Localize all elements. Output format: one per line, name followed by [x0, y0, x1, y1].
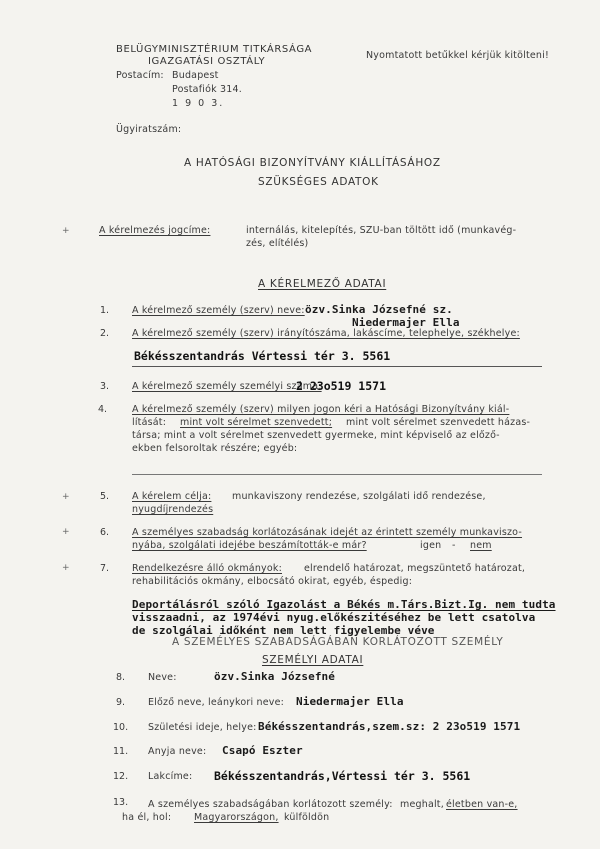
- credited-no-selected: nem: [470, 540, 492, 551]
- person-maiden-value: Niedermajer Ella: [296, 695, 404, 708]
- item-number: 2.: [100, 328, 110, 339]
- legal-basis-label: A kérelmezés jogcíme:: [99, 225, 211, 236]
- documents-text: elrendelő határozat, megszüntető határozat,: [304, 563, 526, 574]
- person-name-value: özv.Sinka Józsefné: [214, 670, 336, 683]
- postal-city: Budapest: [172, 70, 219, 81]
- purpose-label: A kérelem célja:: [132, 491, 212, 502]
- applicant-name-value: özv.Sinka Józsefné sz.: [305, 303, 453, 316]
- item-number: 8.: [116, 672, 126, 683]
- applicant-name-value-cont: Niedermajer Ella: [352, 316, 460, 329]
- item-number: 5.: [100, 491, 110, 502]
- person-status-deceased: meghalt,: [400, 799, 444, 810]
- applicant-right-line4: ekben felsoroltak részére; egyéb:: [132, 443, 298, 454]
- documents-typed-2: visszaadni, az 1974évi nyug.előkészitéséhez be lett csatolva: [132, 611, 536, 624]
- item-number: 10.: [113, 722, 129, 733]
- applicant-right-line2: lítását:: [132, 417, 167, 428]
- person-birth-value: Békésszentandrás,szem.sz: 2 23o519 1571: [258, 720, 521, 733]
- person-mother-label: Anyja neve:: [148, 746, 207, 757]
- margin-mark: +: [62, 527, 70, 537]
- purpose-text: munkaviszony rendezése, szolgálati idő rendezése,: [232, 491, 486, 502]
- item-number: 1.: [100, 305, 110, 316]
- person-location-label: ha él, hol:: [122, 812, 172, 823]
- underline: [132, 366, 542, 367]
- margin-mark: +: [62, 563, 70, 573]
- section-heading-person: A SZEMÉLYES SZABADSÁGÁBAN KORLÁTOZOTT SZEMÉLY: [172, 636, 504, 648]
- person-location-selected: Magyarországon,: [194, 812, 279, 823]
- legal-basis-options-cont: zés, elítélés): [246, 238, 309, 249]
- documents-typed-1: Deportálásról szóló Igazolást a Békés m.Társ.Bizt.Ig. nem tudta: [132, 598, 556, 611]
- person-status-alive-selected: életben van-e,: [446, 799, 518, 810]
- postal-label: Postacím:: [116, 70, 164, 81]
- section-heading-applicant: A KÉRELMEZŐ ADATAI: [258, 278, 387, 290]
- person-address-label: Lakcíme:: [148, 771, 193, 782]
- form-title: A HATÓSÁGI BIZONYÍTVÁNY KIÁLLÍTÁSÁHOZ: [184, 157, 441, 169]
- applicant-right-label: A kérelmező személy (szerv) milyen jogon kéri a Hatósági Bizonyítvány kiál-: [132, 404, 510, 415]
- item-number: 6.: [100, 527, 110, 538]
- item-number: 12.: [113, 771, 129, 782]
- person-name-label: Neve:: [148, 672, 177, 683]
- margin-mark: +: [62, 492, 70, 502]
- postal-code: 1 9 0 3.: [172, 98, 225, 109]
- applicant-right-selected: mint volt sérelmet szenvedett;: [180, 417, 333, 428]
- item-number: 4.: [98, 404, 108, 415]
- org-name: BELÜGYMINISZTÉRIUM TITKÁRSÁGA: [116, 44, 313, 55]
- applicant-address-value: Békésszentandrás Vértessi tér 3. 5561: [134, 349, 391, 363]
- applicant-right-line2-rest: mint volt sérelmet szenvedett házas-: [346, 417, 531, 428]
- person-location-other: külföldön: [284, 812, 330, 823]
- person-mother-value: Csapó Eszter: [222, 744, 303, 757]
- applicant-right-line3: társa; mint a volt sérelmet szenvedett gyermeke, mint képviselő az előző-: [132, 430, 500, 441]
- documents-text-cont: rehabilitációs okmány, elbocsátó okirat, egyéb, éspedig:: [132, 576, 413, 587]
- person-status-label: A személyes szabadságában korlátozott személy:: [148, 799, 393, 810]
- documents-label: Rendelkezésre álló okmányok:: [132, 563, 282, 574]
- person-maiden-label: Előző neve, leánykori neve:: [148, 697, 285, 708]
- margin-mark: +: [62, 226, 70, 236]
- item-number: 13.: [113, 797, 129, 808]
- file-number-label: Ügyiratszám:: [116, 124, 182, 135]
- item-number: 9.: [116, 697, 126, 708]
- applicant-name-label: A kérelmező személy (szerv) neve:: [132, 305, 305, 316]
- fill-instruction: Nyomtatott betűkkel kérjük kitölteni!: [366, 50, 549, 61]
- item-number: 7.: [100, 563, 110, 574]
- item-number: 3.: [100, 381, 110, 392]
- legal-basis-options: internálás, kitelepítés, SZU-ban töltött idő (munkavég-: [246, 225, 517, 236]
- person-birth-label: Születési ideje, helye:: [148, 722, 257, 733]
- person-address-value: Békésszentandrás,Vértessi tér 3. 5561: [214, 769, 471, 783]
- section-heading-person-cont: SZEMÉLYI ADATAI: [262, 654, 364, 666]
- purpose-selected: nyugdíjrendezés: [132, 504, 214, 515]
- applicant-id-value: 2 23o519 1571: [296, 379, 387, 393]
- applicant-id-label: A kérelmező személy személyi száma:: [132, 381, 322, 392]
- applicant-address-label: A kérelmező személy (szerv) irányítószáma, lakáscíme, telephelye, székhelye:: [132, 328, 520, 339]
- form-subtitle: SZÜKSÉGES ADATOK: [258, 176, 379, 188]
- credited-label-cont: nyába, szolgálati idejébe beszámították-e már?: [132, 540, 367, 551]
- credited-yes: igen: [420, 540, 442, 551]
- documents-typed-3: de szolgálai időként nem lett figyelembe véve: [132, 624, 435, 637]
- item-number: 11.: [113, 746, 129, 757]
- blank-line: [132, 474, 542, 475]
- postal-box: Postafiók 314.: [172, 84, 242, 95]
- org-department: IGAZGATÁSI OSZTÁLY: [148, 56, 266, 67]
- credited-separator: -: [452, 540, 456, 551]
- credited-label: A személyes szabadság korlátozásának idejét az érintett személy munkaviszo-: [132, 527, 523, 538]
